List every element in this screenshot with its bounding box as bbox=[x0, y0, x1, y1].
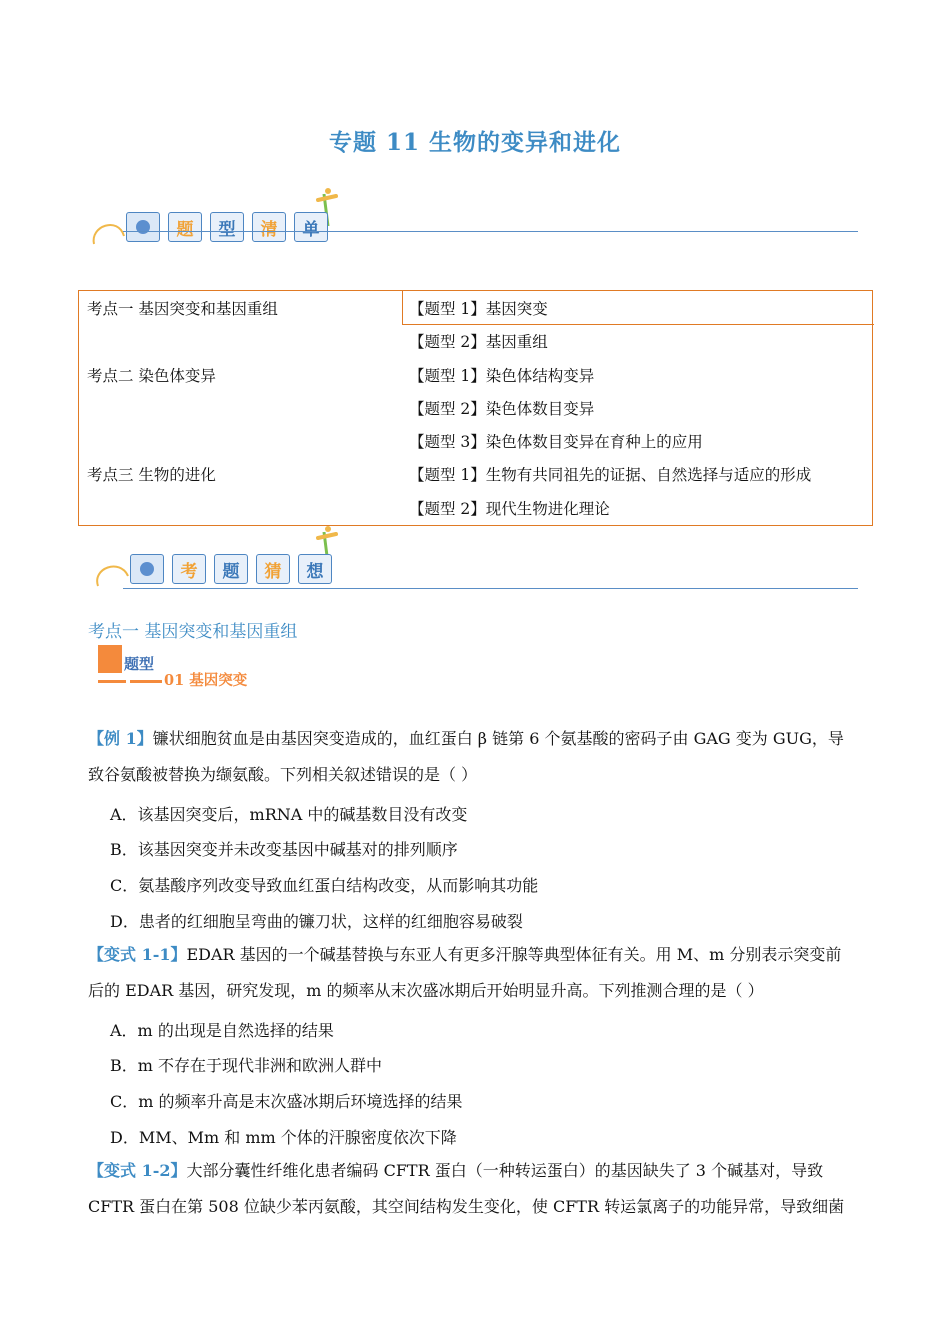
banner-char: 题 bbox=[168, 212, 202, 242]
page-title: 专题 11 生物的变异和进化 bbox=[328, 129, 622, 156]
dot-tile bbox=[130, 554, 164, 584]
stem-line: 大部分囊性纤维化患者编码 CFTR 蛋白（一种转运蛋白）的基因缺失了 3 个碱基对，导致 bbox=[186, 1161, 824, 1180]
option: D．MM、Mm 和 mm 个体的汗腺密度依次下降 bbox=[110, 1128, 457, 1147]
option: C．氨基酸序列改变导致血红蛋白结构改变，从而影响其功能 bbox=[110, 876, 539, 895]
question-type-list bbox=[78, 290, 873, 526]
example-1-stem bbox=[88, 721, 858, 793]
option: C．m 的频率升高是末次盛冰期后环境选择的结果 bbox=[110, 1092, 463, 1111]
banner-exam-guess bbox=[88, 524, 858, 594]
type-item: 【题型 2】染色体数目变异 bbox=[409, 400, 595, 418]
banner-char: 清 bbox=[252, 212, 286, 242]
banner-char: 考 bbox=[172, 554, 206, 584]
example-tag: 【例 1】 bbox=[88, 729, 153, 748]
banner-char: 型 bbox=[210, 212, 244, 242]
type-item: 【题型 2】基因重组 bbox=[409, 333, 548, 351]
kaodian-2: 考点二 染色体变异 bbox=[87, 367, 216, 385]
banner-question-types bbox=[88, 186, 858, 256]
type-item: 【题型 2】现代生物进化理论 bbox=[409, 500, 610, 518]
variant-1-2-stem bbox=[88, 1153, 858, 1225]
type-item: 【题型 3】染色体数目变异在育种上的应用 bbox=[409, 433, 703, 451]
stem-line: 镰状细胞贫血是由基因突变造成的，血红蛋白 β 链第 6 个氨基酸的密码子由 GAG 变为 GUG，导 bbox=[152, 729, 844, 748]
banner-char: 猜 bbox=[256, 554, 290, 584]
variant-1-1-stem bbox=[88, 937, 858, 1009]
stem-line: EDAR 基因的一个碱基替换与东亚人有更多汗腺等典型体征有关。用 M、m 分别表示突变前 bbox=[186, 945, 842, 964]
dot-tile bbox=[126, 212, 160, 242]
option: B．该基因突变并未改变基因中碱基对的排列顺序 bbox=[110, 840, 458, 859]
option: D．患者的红细胞呈弯曲的镰刀状，这样的红细胞容易破裂 bbox=[110, 912, 523, 931]
option: A．m 的出现是自然选择的结果 bbox=[110, 1021, 334, 1040]
kaodian-1: 考点一 基因突变和基因重组 bbox=[87, 300, 278, 318]
type-item: 【题型 1】染色体结构变异 bbox=[409, 367, 595, 385]
badge-subtitle: 01 基因突变 bbox=[164, 672, 248, 689]
divider bbox=[123, 588, 858, 589]
type-item: 【题型 1】生物有共同祖先的证据、自然选择与适应的形成 bbox=[409, 466, 812, 484]
example-tag: 【变式 1-2】 bbox=[88, 1161, 187, 1180]
banner-char: 单 bbox=[294, 212, 328, 242]
example-tag: 【变式 1-1】 bbox=[88, 945, 187, 964]
kaodian-3: 考点三 生物的进化 bbox=[87, 466, 216, 484]
banner-char: 想 bbox=[298, 554, 332, 584]
banner-char: 题 bbox=[214, 554, 248, 584]
stem-line: 后的 EDAR 基因，研究发现，m 的频率从末次盛冰期后开始明显升高。下列推测合理的是（ ） bbox=[88, 981, 764, 1000]
option: A．该基因突变后，mRNA 中的碱基数目没有改变 bbox=[110, 805, 468, 824]
type-item: 【题型 1】基因突变 bbox=[409, 300, 548, 318]
option: B．m 不存在于现代非洲和欧洲人群中 bbox=[110, 1056, 383, 1075]
question-type-badge bbox=[98, 645, 268, 689]
badge-label: 题型 bbox=[124, 655, 155, 673]
stem-line: 致谷氨酸被替换为缬氨酸。下列相关叙述错误的是（ ） bbox=[88, 765, 478, 784]
section-heading: 考点一 基因突变和基因重组 bbox=[88, 622, 298, 642]
divider bbox=[123, 231, 858, 232]
stem-line: CFTR 蛋白在第 508 位缺少苯丙氨酸，其空间结构发生变化，使 CFTR 转运氯离子的功能异常，导致细菌 bbox=[88, 1197, 845, 1216]
